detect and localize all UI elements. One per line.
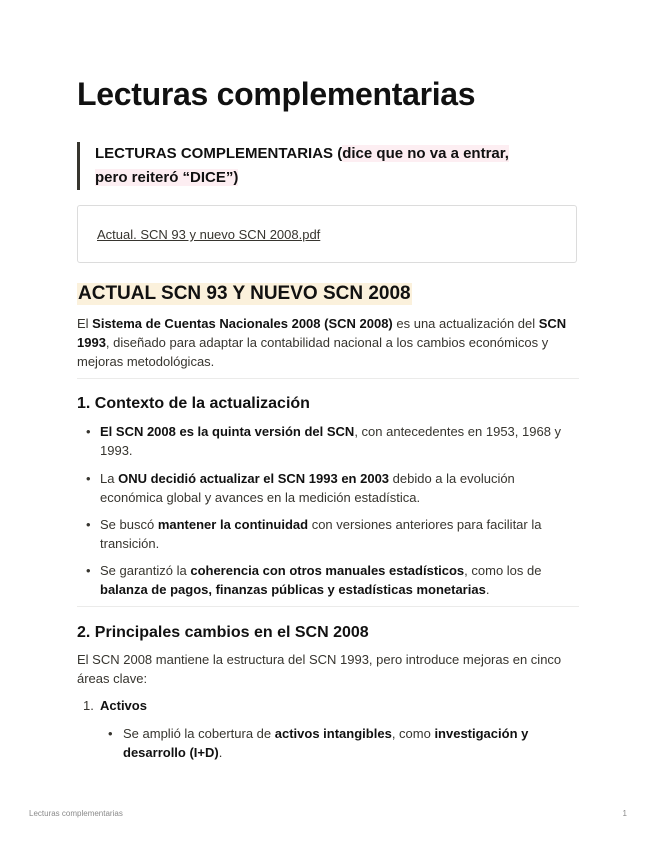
bullet-icon: • [86, 424, 91, 439]
footer-title: Lecturas complementarias [29, 809, 123, 818]
context-heading: 1. Contexto de la actualización [77, 395, 310, 412]
changes-intro: El SCN 2008 mantiene la estructura del SCN 1993, pero introduce mejoras en cinco áreas clave: [77, 652, 562, 686]
section-intro: El Sistema de Cuentas Nacionales 2008 (SCN 2008) es una actualización del SCN 1993, diseñado para adaptar la contabilidad nacional a los cambios económicos y mejoras metodológicas. [77, 316, 567, 369]
footer-page-number: 1 [622, 809, 627, 818]
quote-highlight: dice que no va a entrar, [342, 145, 509, 162]
quote-text-part2: pero reiteró “DICE”) [95, 169, 239, 186]
item-label: Activos [100, 698, 147, 713]
quote-text-part1: LECTURAS COMPLEMENTARIAS ( [95, 145, 343, 162]
divider [77, 606, 579, 607]
item-number: 1. [83, 698, 94, 713]
bullet-icon: • [108, 726, 113, 741]
bullet-icon: • [86, 517, 91, 532]
divider [77, 378, 579, 379]
callout-quote [77, 142, 575, 190]
changes-heading: 2. Principales cambios en el SCN 2008 [77, 624, 369, 641]
attachment-link[interactable]: Actual. SCN 93 y nuevo SCN 2008.pdf [97, 227, 321, 242]
bullet-icon: • [86, 563, 91, 578]
section-heading: ACTUAL SCN 93 Y NUEVO SCN 2008 [78, 283, 411, 304]
bullet-icon: • [86, 471, 91, 486]
attachment-block[interactable] [77, 205, 577, 263]
page-title: Lecturas complementarias [77, 76, 476, 112]
